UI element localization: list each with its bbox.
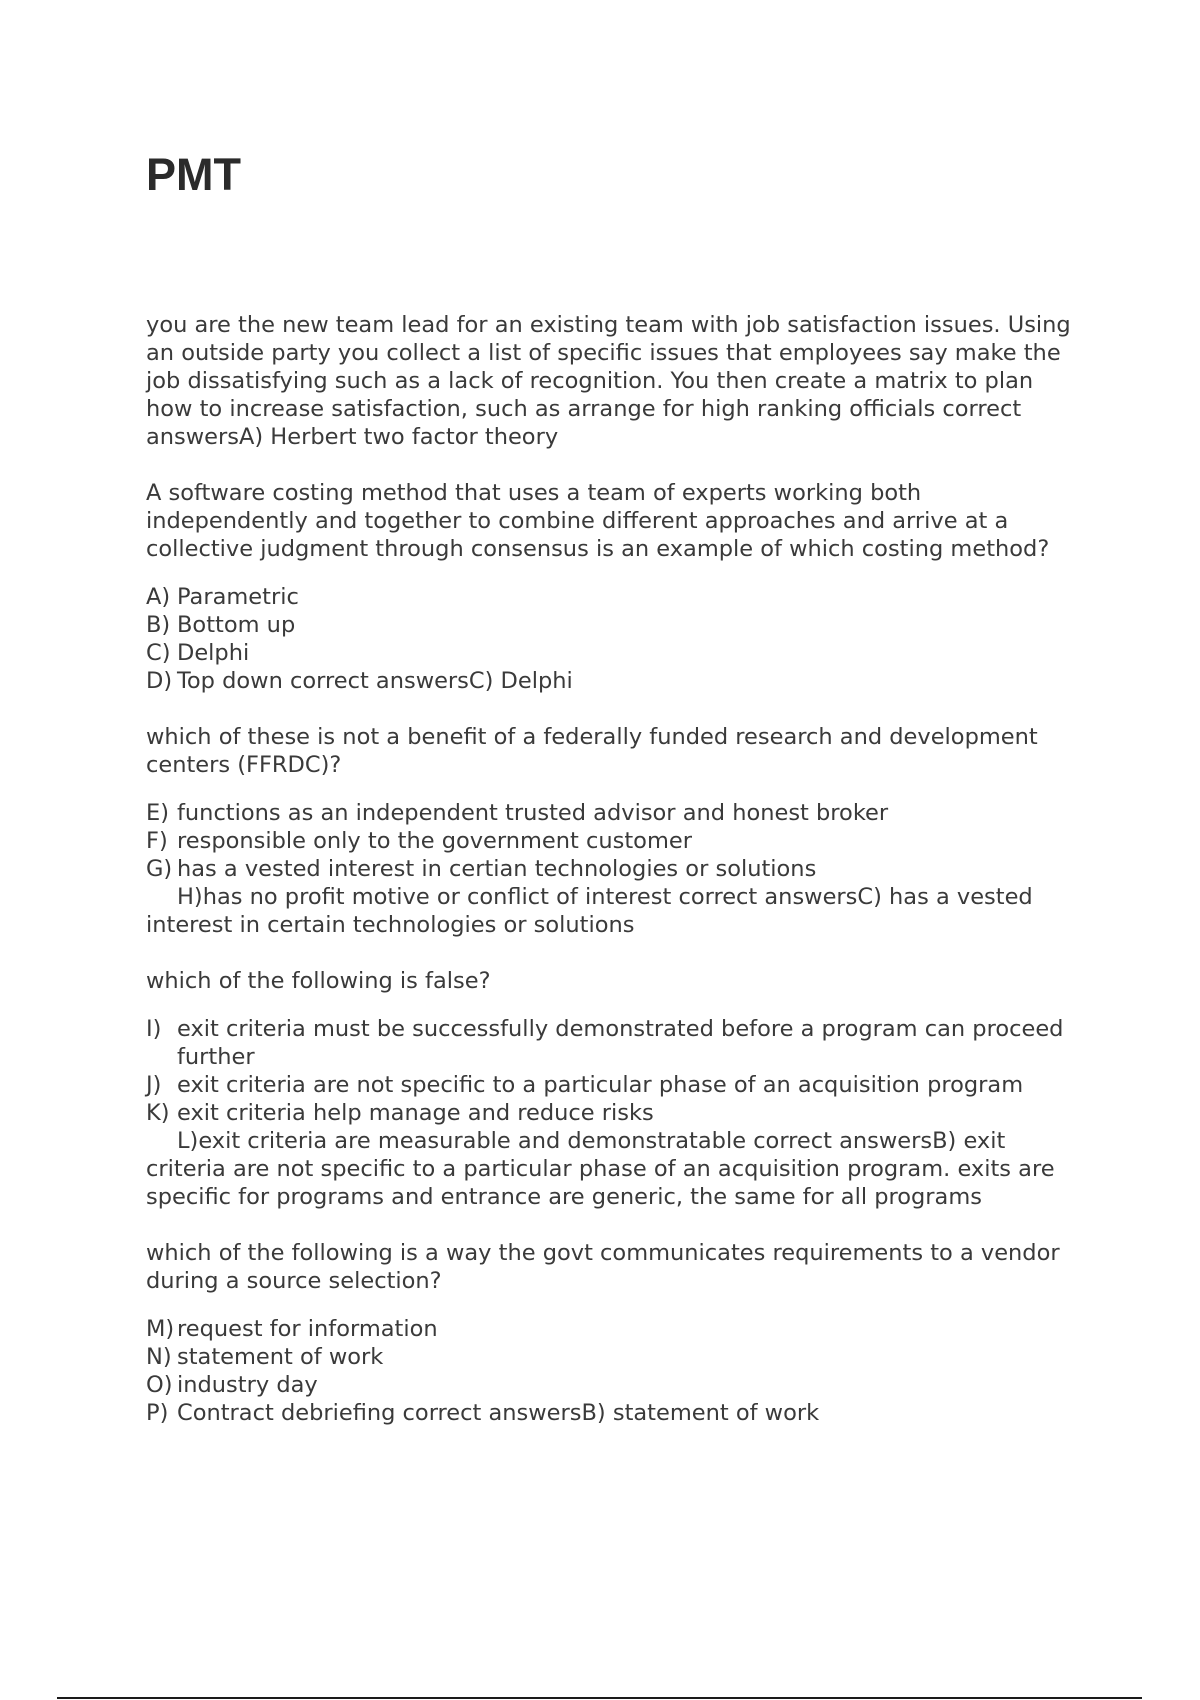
option-label: J) bbox=[146, 1072, 162, 1098]
footer-divider bbox=[57, 1697, 1142, 1699]
option-label: D) bbox=[146, 668, 173, 694]
option-item bbox=[146, 1399, 1086, 1427]
options-list bbox=[146, 799, 1086, 939]
option-item bbox=[146, 855, 1086, 883]
options-list bbox=[146, 1315, 1086, 1427]
option-text: statement of work bbox=[177, 1344, 384, 1370]
options-list bbox=[146, 583, 1086, 695]
option-label: I) bbox=[146, 1016, 162, 1042]
page-title: PMT bbox=[146, 149, 241, 200]
option-item bbox=[146, 827, 1086, 855]
option-label: O) bbox=[146, 1372, 173, 1398]
answer-continuation: L)exit criteria are measurable and demonstratable correct answersB) exit criteria are not specific to a particular phase of an acquisition program. exits are specific for programs and entrance are generic, the same for all programs bbox=[146, 1128, 1055, 1210]
option-text: exit criteria must be successfully demonstrated before a program can proceed further bbox=[177, 1016, 1064, 1070]
question-paragraph: A software costing method that uses a team of experts working both independently and together to combine different approaches and arrive at a collective judgment through consensus is an example of which costing method? bbox=[146, 480, 1050, 562]
option-text: Top down correct answersC) Delphi bbox=[177, 668, 573, 694]
option-label: E) bbox=[146, 800, 169, 826]
question-paragraph: which of the following is false? bbox=[146, 968, 491, 994]
option-item bbox=[146, 1015, 1086, 1071]
option-item bbox=[146, 1315, 1086, 1343]
option-item bbox=[146, 583, 1086, 611]
option-item bbox=[146, 799, 1086, 827]
option-item bbox=[146, 1099, 1086, 1127]
option-label: G) bbox=[146, 856, 173, 882]
option-text: exit criteria are not specific to a particular phase of an acquisition program bbox=[177, 1072, 1024, 1098]
option-text: request for information bbox=[177, 1316, 438, 1342]
answer-continuation: H)has no profit motive or conflict of interest correct answersC) has a vested interest in certain technologies or solutions bbox=[146, 884, 1033, 938]
question-paragraph: you are the new team lead for an existing team with job satisfaction issues. Using an outside party you collect a list of specific issues that employees say make the job dissatisfying such as a lack of recognition. You then create a matrix to plan how to increase satisfaction, such as arrange for high ranking officials correct answersA) Herbert two factor theory bbox=[146, 312, 1071, 450]
option-label: P) bbox=[146, 1400, 169, 1426]
option-item bbox=[146, 1371, 1086, 1399]
options-list bbox=[146, 1015, 1086, 1211]
option-text: responsible only to the government customer bbox=[177, 828, 692, 854]
option-item bbox=[146, 1071, 1086, 1099]
option-item bbox=[146, 1343, 1086, 1371]
option-label: F) bbox=[146, 828, 168, 854]
option-text: functions as an independent trusted advisor and honest broker bbox=[177, 800, 889, 826]
question-paragraph: which of the following is a way the govt communicates requirements to a vendor during a source selection? bbox=[146, 1240, 1060, 1294]
option-item bbox=[146, 611, 1086, 639]
option-label: C) bbox=[146, 640, 171, 666]
option-label: K) bbox=[146, 1100, 170, 1126]
option-item bbox=[146, 667, 1086, 695]
option-text: Bottom up bbox=[177, 612, 296, 638]
option-item bbox=[146, 639, 1086, 667]
option-text: Contract debriefing correct answersB) statement of work bbox=[177, 1400, 820, 1426]
option-text: has a vested interest in certian technologies or solutions bbox=[177, 856, 817, 882]
option-text: Parametric bbox=[177, 584, 299, 610]
document-content bbox=[146, 311, 1086, 1455]
option-label: A) bbox=[146, 584, 171, 610]
option-text: industry day bbox=[177, 1372, 318, 1398]
option-label: M) bbox=[146, 1316, 175, 1342]
option-label: B) bbox=[146, 612, 171, 638]
question-paragraph: which of these is not a benefit of a federally funded research and development centers (FFRDC)? bbox=[146, 724, 1038, 778]
option-text: Delphi bbox=[177, 640, 250, 666]
option-text: exit criteria help manage and reduce risks bbox=[177, 1100, 654, 1126]
option-label: N) bbox=[146, 1344, 172, 1370]
